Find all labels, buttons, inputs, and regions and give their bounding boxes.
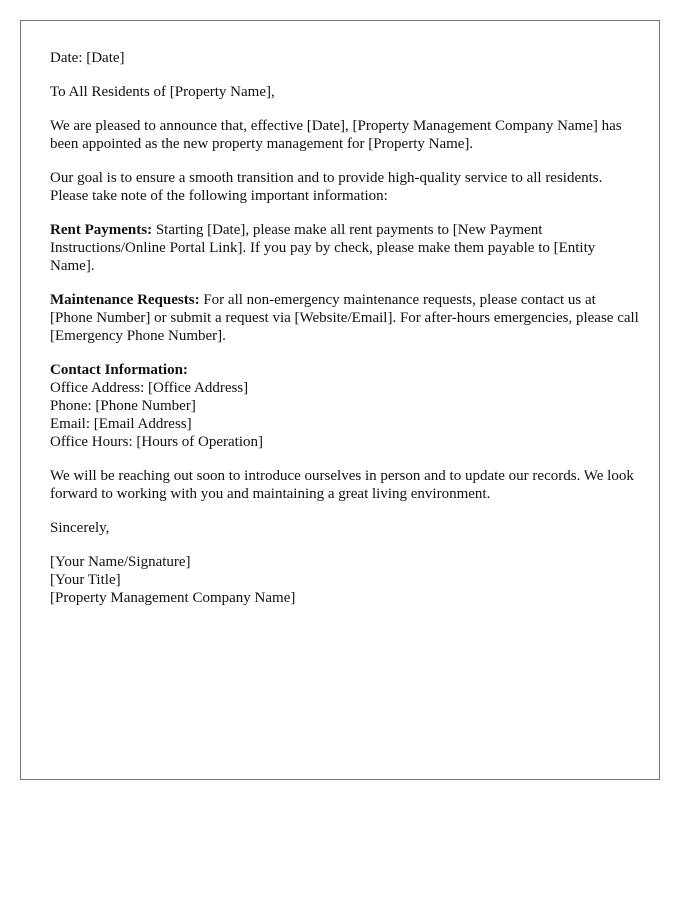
office-address-line: Office Address: [Office Address] — [50, 380, 249, 396]
signature-name: [Your Name/Signature] — [50, 554, 191, 570]
contact-information-heading: Contact Information: — [50, 362, 188, 378]
maintenance-requests-label: Maintenance Requests: — [50, 292, 200, 308]
maintenance-requests-text: For all non-emergency maintenance requests, please contact us at [Phone Number] or submit a request via [Website/Email]. For after-hours emergencies, please call [Emergency Phone Number]. — [50, 292, 639, 344]
signature-company: [Property Management Company Name] — [50, 590, 296, 606]
date-line: Date: [Date] — [50, 50, 125, 66]
contact-information-block — [50, 361, 640, 451]
signature-title: [Your Title] — [50, 572, 121, 588]
intro-paragraph: We are pleased to announce that, effective [Date], [Property Management Company Name] has been appointed as the new property management for [Property Name]. — [50, 118, 622, 152]
rent-payments-text: Starting [Date], please make all rent payments to [New Payment Instructions/Online Portal Link]. If you pay by check, please make them payable to [Entity Name]. — [50, 222, 596, 274]
maintenance-requests-paragraph — [50, 291, 640, 345]
closing-paragraph: We will be reaching out soon to introduce ourselves in person and to update our records. We look forward to working with you and maintaining a great living environment. — [50, 468, 634, 502]
rent-payments-paragraph — [50, 221, 640, 275]
sign-off: Sincerely, — [50, 520, 110, 536]
goal-paragraph: Our goal is to ensure a smooth transition and to provide high-quality service to all residents. Please take note of the following important information: — [50, 170, 603, 204]
salutation: To All Residents of [Property Name], — [50, 84, 275, 100]
phone-line: Phone: [Phone Number] — [50, 398, 196, 414]
signature-block — [50, 553, 640, 607]
office-hours-line: Office Hours: [Hours of Operation] — [50, 434, 263, 450]
rent-payments-label: Rent Payments: — [50, 222, 153, 238]
email-line: Email: [Email Address] — [50, 416, 192, 432]
letter-body — [50, 49, 640, 623]
letter-page — [20, 20, 660, 780]
